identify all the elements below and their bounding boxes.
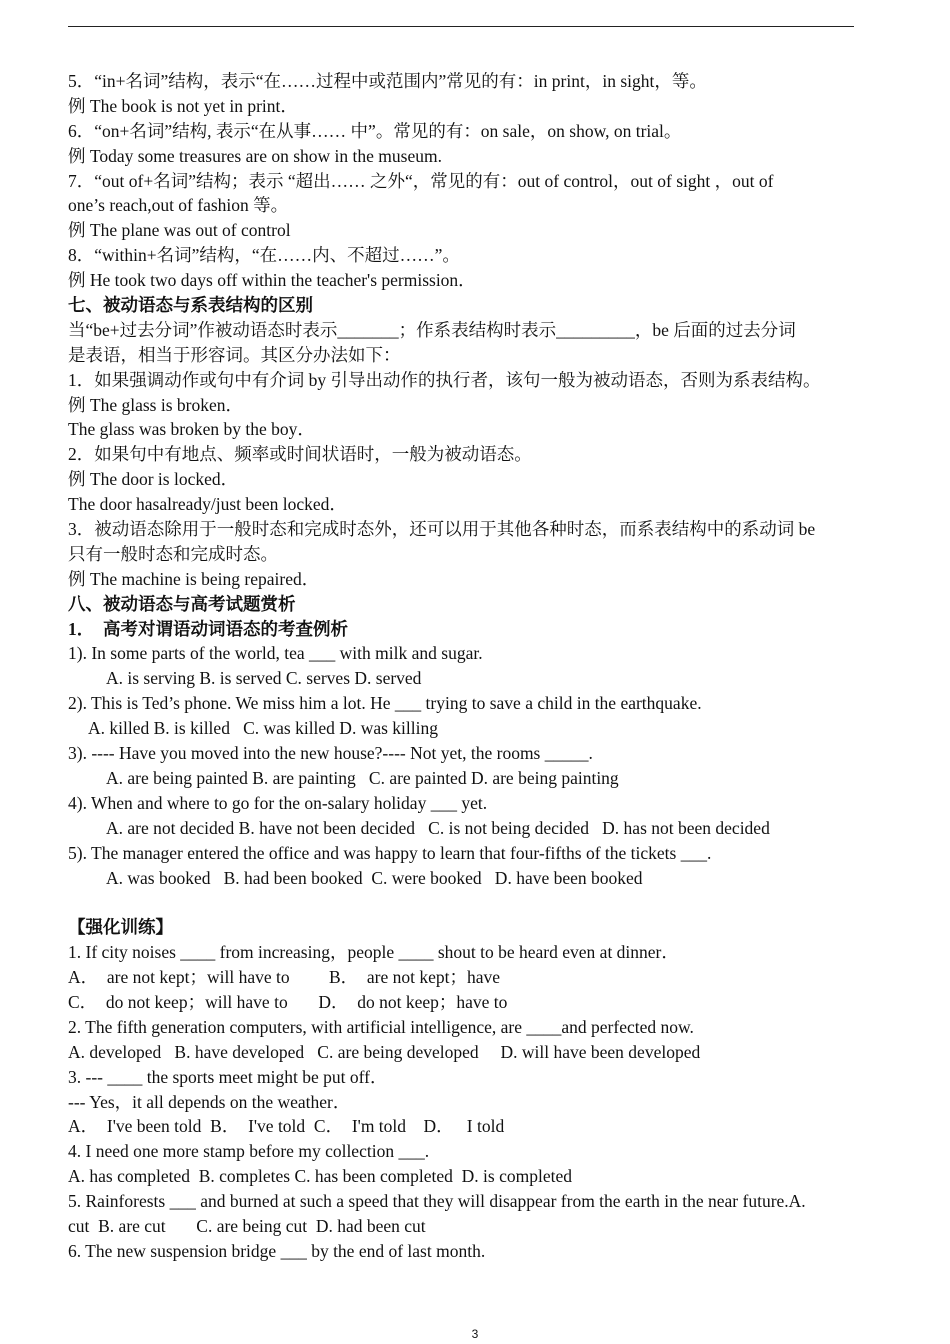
section-heading: 七、被动语态与系表结构的区别 [68, 295, 313, 316]
section-heading: 1． 高考对谓语动词语态的考查例析 [68, 618, 348, 639]
text-line: 8．“within+名词”结构，“在……内、不超过……”。 [68, 245, 460, 266]
text-line: 5．“in+名词”结构，表示“在……过程中或范围内”常见的有：in print，in sight，等。 [68, 71, 707, 91]
page-number: 3 [471, 1327, 479, 1341]
text-line: C． do not keep；will have to D． do not keep；have to [68, 991, 508, 1012]
text-line: A． are not kept；will have to B． are not kept；have [68, 967, 501, 988]
text-line: 3. --- ____ the sports meet might be put off． [68, 1066, 388, 1087]
text-line: 例 The plane was out of control [68, 220, 291, 241]
text-line: --- Yes，it all depends on the weather． [68, 1091, 351, 1112]
text-line: 例 The door is locked． [68, 469, 239, 490]
text-line: A. was booked B. had been booked C. were booked D. have been booked [106, 867, 643, 888]
text-line: 1. If city noises ____ from increasing，people ____ shout to be heard even at dinner． [68, 942, 679, 963]
text-line: 4). When and where to go for the on-salary holiday ___ yet. [68, 792, 488, 813]
text-line: The door hasalready/just been locked． [68, 494, 347, 515]
text-line: 例 The machine is being repaired． [68, 568, 320, 589]
text-line: 6. The new suspension bridge ___ by the end of last month. [68, 1240, 486, 1261]
text-line: cut B. are cut C. are being cut D. had been cut [68, 1215, 426, 1236]
text-line: 4. I need one more stamp before my collection ___. [68, 1141, 430, 1162]
text-line: 1．如果强调动作或句中有介词 by 引导出动作的执行者，该句一般为被动语态，否则为系表结构。 [68, 369, 821, 390]
text-line: 当“be+过去分词”作被动语态时表示_______；作系表结构时表示_________，be 后面的过去分词 [68, 319, 796, 340]
text-line: The glass was broken by the boy． [68, 419, 315, 440]
text-line: A. are being painted B. are painting C. are painted D. are being painting [106, 767, 619, 788]
section-heading: 【强化训练】 [68, 917, 173, 938]
text-line: 例 The glass is broken． [68, 394, 243, 415]
text-line: 例 He took two days off within the teacher's permission． [68, 270, 476, 291]
text-line: A. is serving B. is served C. serves D. served [106, 668, 422, 689]
section-heading: 八、被动语态与高考试题赏析 [68, 593, 296, 614]
text-line: one’s reach,out of fashion 等。 [68, 195, 289, 216]
text-line: 5). The manager entered the office and was happy to learn that four-fifths of the tickets ___. [68, 842, 712, 863]
text-line: 3．被动语态除用于一般时态和完成时态外，还可以用于其他各种时态，而系表结构中的系动词 be [68, 519, 816, 540]
text-line: A． I've been told B． I've told C． I'm told D． I told [68, 1116, 505, 1137]
text-line: A. killed B. is killed C. was killed D. was killing [88, 718, 438, 739]
text-line: 2. The fifth generation computers, with artificial intelligence, are ____and perfected now. [68, 1016, 694, 1037]
text-line: 例 The book is not yet in print． [68, 95, 298, 116]
text-line: 6．“on+名词”结构, 表示“在从事…… 中”。常见的有：on sale，on show, on trial。 [68, 120, 682, 141]
text-line: 5. Rainforests ___ and burned at such a speed that they will disappear from the earth in the near future.A. [68, 1191, 806, 1212]
text-line: A. are not decided B. have not been decided C. is not being decided D. has not been decided [106, 817, 770, 838]
blank-line [68, 890, 884, 915]
text-line: 只有一般时态和完成时态。 [68, 543, 278, 564]
text-line: A. developed B. have developed C. are being developed D. will have been developed [68, 1041, 701, 1062]
text-line: 3). ---- Have you moved into the new house?---- Not yet, the rooms _____. [68, 743, 593, 764]
text-line: A. has completed B. completes C. has been completed D. is completed [68, 1166, 572, 1187]
text-line: 2．如果句中有地点、频率或时间状语时，一般为被动语态。 [68, 444, 532, 465]
document-body [68, 69, 884, 1264]
text-line: 7．“out of+名词”结构；表示 “超出…… 之外“，常见的有：out of control，out of sight ，out of [68, 170, 774, 191]
text-line: 1). In some parts of the world, tea ___ with milk and sugar. [68, 643, 483, 664]
header-rule [68, 26, 854, 27]
text-line: 2). This is Ted’s phone. We miss him a lot. He ___ trying to save a child in the earthquake. [68, 693, 702, 714]
text-line: 例 Today some treasures are on show in the museum. [68, 145, 442, 166]
text-line: 是表语，相当于形容词。其区分办法如下： [68, 344, 401, 365]
